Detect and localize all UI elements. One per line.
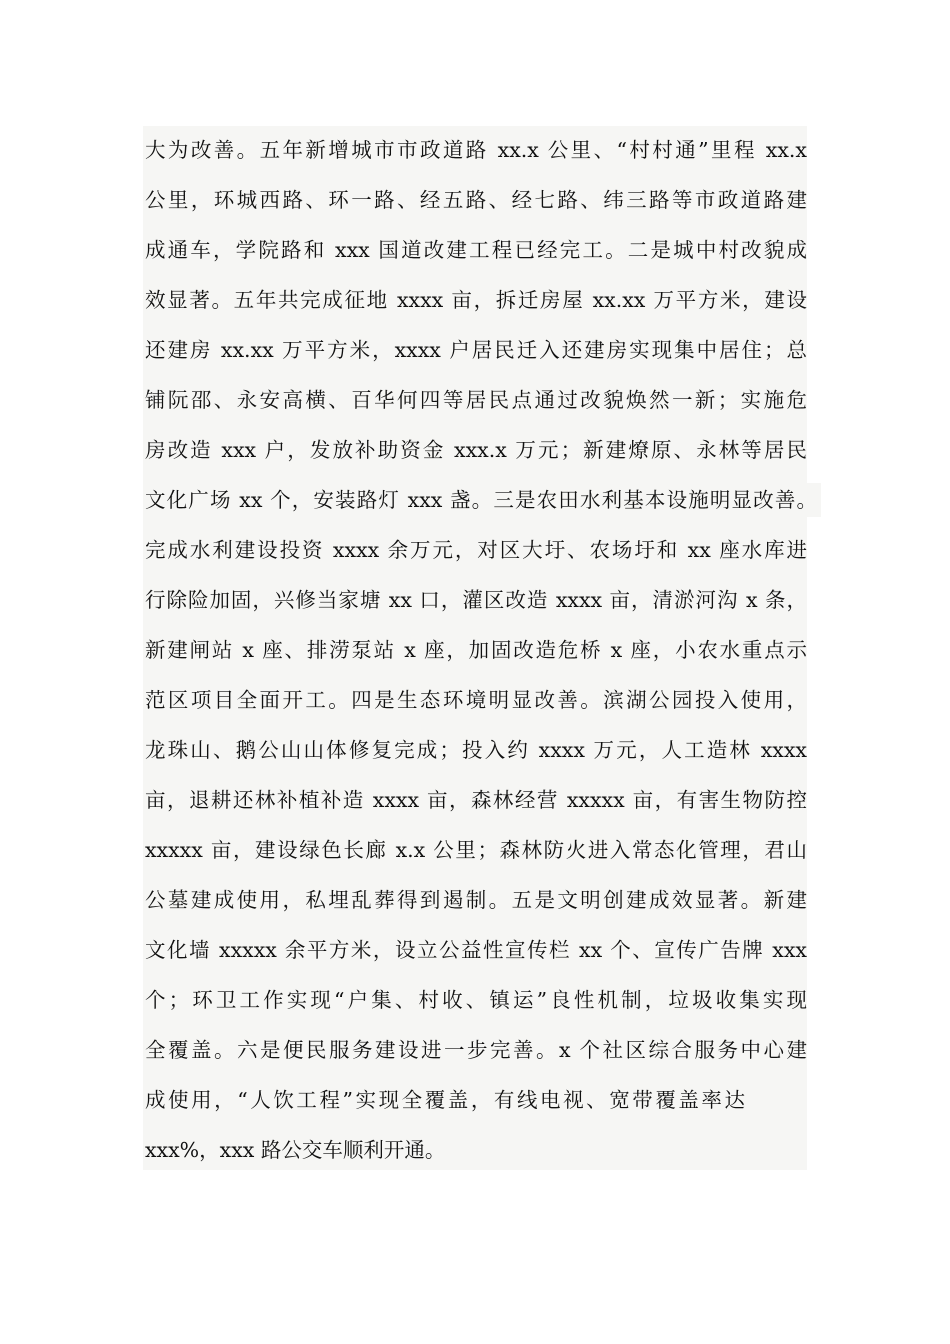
paragraph-line: 全覆盖。六是便民服务建设进一步完善。x 个社区综合服务中心建 xyxy=(145,1038,807,1062)
paragraph-line: 行除险加固，兴修当家塘 xx 口，灌区改造 xxxx 亩，清淤河沟 x 条， xyxy=(145,588,807,612)
paragraph-line: 成通车，学院路和 xxx 国道改建工程已经完工。二是城中村改貌成 xyxy=(145,238,807,262)
paragraph-line: 新建闸站 x 座、排涝泵站 x 座，加固改造危桥 x 座，小农水重点示 xyxy=(145,638,807,662)
paragraph-line: 文化广场 xx 个，安装路灯 xxx 盏。三是农田水利基本设施明显改善。 xyxy=(145,488,817,512)
paragraph-line-last: xxx%，xxx 路公交车顺利开通。 xyxy=(145,1138,446,1162)
paragraph-line: 还建房 xx.xx 万平方米，xxxx 户居民迁入还建房实现集中居住；总 xyxy=(145,338,807,362)
paragraph-line: 公墓建成使用，私埋乱葬得到遏制。五是文明创建成效显著。新建 xyxy=(145,888,807,912)
paragraph-line: 效显著。五年共完成征地 xxxx 亩，拆迁房屋 xx.xx 万平方米，建设 xyxy=(145,288,807,312)
paragraph-line: 铺阮邵、永安高横、百华何四等居民点通过改貌焕然一新；实施危 xyxy=(145,388,807,412)
paragraph-line: 大为改善。五年新增城市市政道路 xx.x 公里、“村村通”里程 xx.x xyxy=(145,138,807,162)
paragraph-line: 龙珠山、鹅公山山体修复完成；投入约 xxxx 万元，人工造林 xxxx xyxy=(145,738,807,762)
paragraph-line: 公里，环城西路、环一路、经五路、经七路、纬三路等市政道路建 xyxy=(145,188,807,212)
paragraph-line: xxxxx 亩，建设绿色长廊 x.x 公里；森林防火进入常态化管理，君山 xyxy=(145,838,807,862)
paragraph-line: 个；环卫工作实现“户集、村收、镇运”良性机制，垃圾收集实现 xyxy=(145,988,807,1012)
paragraph-line: 成使用，“人饮工程”实现全覆盖，有线电视、宽带覆盖率达 xyxy=(145,1088,745,1112)
paragraph-line: 亩，退耕还林补植补造 xxxx 亩，森林经营 xxxxx 亩，有害生物防控 xyxy=(145,788,807,812)
paragraph-line: 范区项目全面开工。四是生态环境明显改善。滨湖公园投入使用， xyxy=(145,688,807,712)
paragraph-line: 完成水利建设投资 xxxx 余万元，对区大圩、农场圩和 xx 座水库进 xyxy=(145,538,807,562)
paragraph-line: 文化墙 xxxxx 余平方米，设立公益性宣传栏 xx 个、宣传广告牌 xxx xyxy=(145,938,807,962)
paragraph-line: 房改造 xxx 户，发放补助资金 xxx.x 万元；新建燎原、永林等居民 xyxy=(145,438,807,462)
